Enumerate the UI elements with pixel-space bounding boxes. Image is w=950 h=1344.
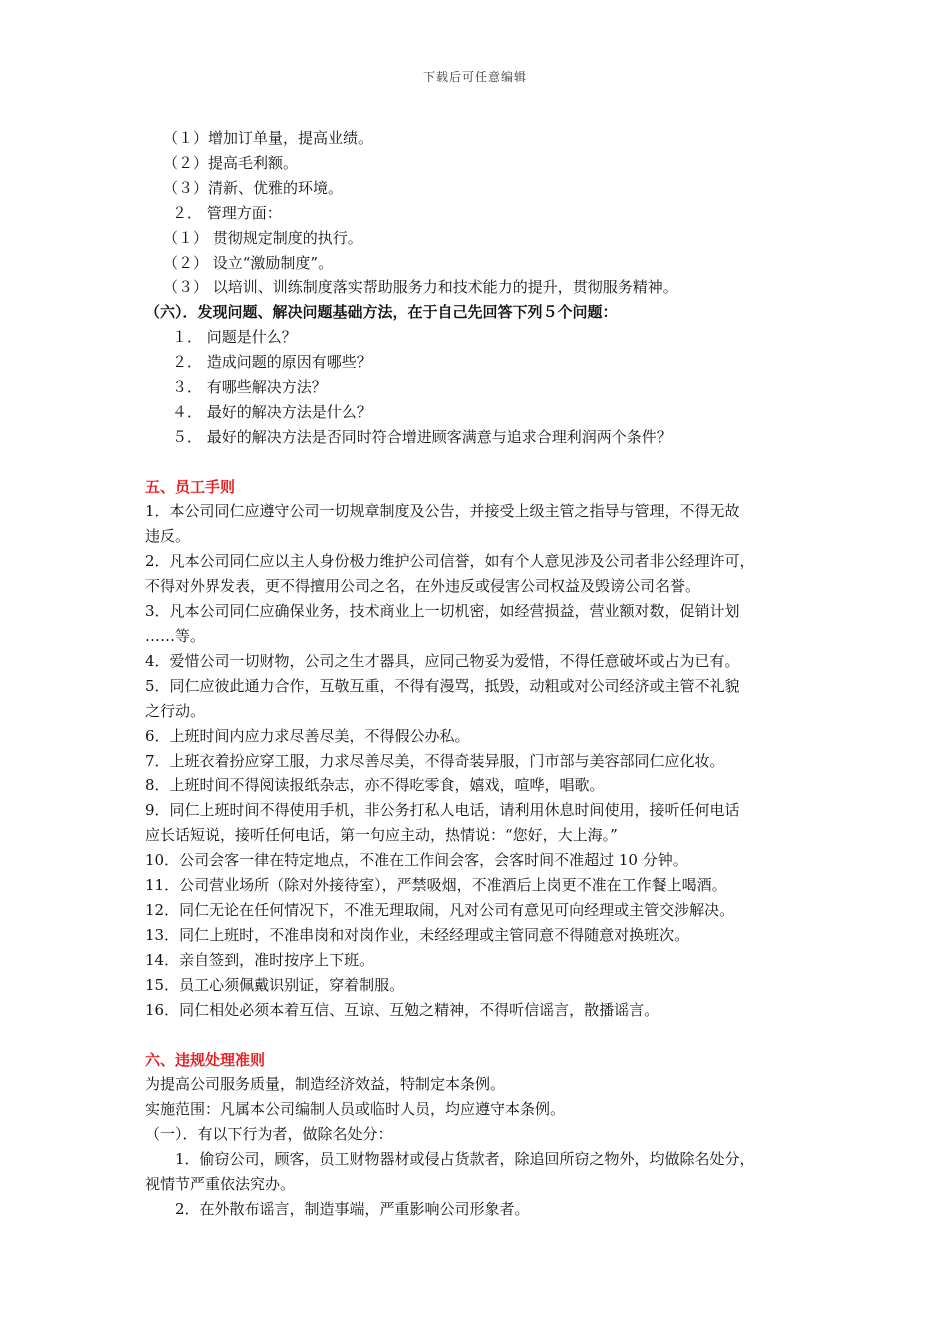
question-item: ５． 最好的解决方法是否同时符合增进顾客满意与追求合理利润两个条件？	[172, 428, 672, 446]
paragraph: 为提高公司服务质量，制造经济效益，特制定本条例。	[145, 1075, 506, 1093]
list-item: （１）增加订单量，提高业绩。	[163, 129, 374, 147]
rule-item: 4．爱惜公司一切财物，公司之生才器具，应同己物妥为爱惜，不得任意破坏或占为已有。	[145, 652, 740, 670]
rule-item: 2．凡本公司同仁应以主人身份极力维护公司信誉，如有个人意见涉及公司者非公经理许可，	[145, 552, 755, 570]
rule-item: 13．同仁上班时，不准串岗和对岗作业，未经经理或主管同意不得随意对换班次。	[145, 926, 690, 944]
rule-item: 9．同仁上班时间不得使用手机，非公务打私人电话，请利用休息时间使用，接听任何电话	[145, 801, 740, 819]
rule-item: 7．上班衣着扮应穿工服，力求尽善尽美，不得奇装异服，门市部与美容部同仁应化妆。	[145, 752, 725, 770]
rule-item: 5．同仁应彼此通力合作，互敬互重，不得有漫骂，抵毁，动粗或对公司经济或主管不礼貌	[145, 677, 740, 695]
list-item: （２） 设立“激励制度”。	[163, 254, 334, 272]
rule-item-cont: 应长话短说，接听任何电话，第一句应主动，热情说：“您好，大上海。”	[145, 826, 618, 844]
rule-item: 3．凡本公司同仁应确保业务，技术商业上一切机密，如经营损益，营业额对数，促销计划	[145, 602, 740, 620]
page-header: 下载后可任意编辑	[422, 70, 527, 84]
rule-item-cont: 视情节严重依法究办。	[145, 1175, 296, 1193]
section-title: 五、员工手则	[145, 478, 236, 496]
rule-item: 1．本公司同仁应遵守公司一切规章制度及公告，并接受上级主管之指导与管理，不得无故	[145, 502, 740, 520]
rule-item: 15．员工心须佩戴识别证，穿着制服。	[145, 976, 405, 994]
rule-item-cont: 之行动。	[145, 702, 206, 720]
rule-item-cont: 不得对外界发表，更不得擅用公司之名，在外违反或侵害公司权益及毁谤公司名誉。	[145, 577, 701, 595]
rule-item: 6．上班时间内应力求尽善尽美，不得假公办私。	[145, 727, 470, 745]
rule-item: 10．公司会客一律在特定地点，不准在工作间会客，会客时间不准超过 10 分钟。	[145, 851, 688, 869]
rule-item: 12．同仁无论在任何情况下，不准无理取闹，凡对公司有意见可向经理或主管交涉解决。	[145, 901, 735, 919]
rule-item: 11．公司营业场所（除对外接待室），严禁吸烟，不准酒后上岗更不准在工作餐上喝酒。	[145, 876, 727, 894]
list-item: （３） 以培训、训练制度落实帮助服务力和技术能力的提升，贯彻服务精神。	[163, 278, 678, 296]
list-item: （３）清新、优雅的环境。	[163, 179, 344, 197]
question-item: ３． 有哪些解决方法？	[172, 378, 327, 396]
rule-item-cont: 违反。	[145, 527, 191, 545]
rule-item-cont: ……等。	[145, 627, 206, 645]
subsection-heading: （一）．有以下行为者，做除名处分：	[145, 1125, 393, 1143]
rule-item: 14．亲自签到，准时按序上下班。	[145, 951, 375, 969]
rule-item: 2．在外散布谣言，制造事端，严重影响公司形象者。	[175, 1200, 530, 1218]
question-item: ２． 造成问题的原因有哪些？	[172, 353, 372, 371]
list-item: （１） 贯彻规定制度的执行。	[163, 229, 363, 247]
question-item: ４． 最好的解决方法是什么？	[172, 403, 372, 421]
paragraph: 实施范围：凡属本公司编制人员或临时人员，均应遵守本条例。	[145, 1100, 566, 1118]
rule-item: 1．偷窃公司，顾客，员工财物器材或侵占货款者，除追回所窃之物外，均做除名处分，	[175, 1150, 755, 1168]
list-item: ２． 管理方面：	[172, 204, 282, 222]
section-title: 六、违规处理准则	[145, 1051, 266, 1069]
rule-item: 16．同仁相处必须本着互信、互谅、互勉之精神，不得听信谣言，散播谣言。	[145, 1001, 660, 1019]
question-item: １． 问题是什么？	[172, 328, 297, 346]
subsection-heading: （六）．发现问题、解决问题基础方法，在于自己先回答下列５个问题：	[145, 303, 618, 321]
rule-item: 8．上班时间不得阅读报纸杂志，亦不得吃零食，嬉戏，喧哗，唱歌。	[145, 776, 605, 794]
list-item: （２）提高毛利额。	[163, 154, 299, 172]
